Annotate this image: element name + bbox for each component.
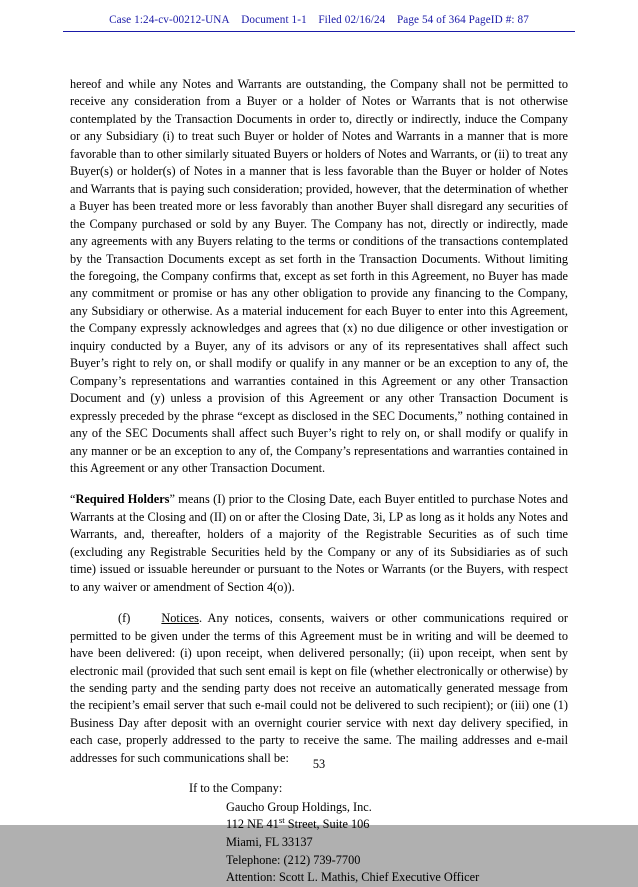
header-document-number: Document 1-1 — [241, 14, 307, 26]
address-street-ordinal: st — [278, 815, 285, 826]
company-address-block — [70, 780, 568, 887]
header-filed-date: Filed 02/16/24 — [318, 14, 386, 26]
paragraph-notices-text: . Any notices, consents, waivers or other communications required or permitted to be given under the terms of this Agreement must be in writing and will be deemed to have been delivered: (i) upon receipt, when delivered personally; (ii) upon receipt, when sent by electronic mail (provided that such sent email is kept on file (whether electronically or otherwise) by the sending party and the sending party does not receive an automatically generated message from the recipient’s email server that such e-mail could not be delivered to such recipient); or (iii) one (1) Business Day after deposit with an overnight courier service with next day delivery specified, in each case, properly addressed to the party to receive the same. The mailing addresses and e-mail addresses for such communications shall be: — [70, 611, 569, 765]
header-case-number: Case 1:24-cv-00212-UNA — [109, 14, 230, 26]
header-page-id: Page 54 of 364 PageID #: 87 — [396, 14, 529, 26]
address-lines — [189, 799, 568, 887]
address-lead-label: If to the Company: — [189, 781, 283, 796]
page-number: 53 — [312, 757, 326, 771]
address-line-street — [226, 816, 568, 834]
section-heading-notices: Notices — [161, 611, 199, 626]
section-marker-f: (f) — [118, 611, 131, 626]
paragraph-notices — [70, 610, 568, 767]
defined-term-required-holders: Required Holders — [75, 492, 170, 507]
address-street-number: 112 NE 41 — [226, 817, 279, 832]
address-line-telephone: Telephone: (212) 739-7700 — [226, 852, 361, 867]
address-line-company: Gaucho Group Holdings, Inc. — [226, 799, 372, 814]
quote-open: “ — [70, 492, 76, 507]
address-line-attention: Attention: Scott L. Mathis, Chief Executive Officer — [226, 870, 480, 885]
paragraph-required-holders — [70, 491, 568, 596]
court-filing-header — [0, 14, 638, 26]
address-street-rest: Street, Suite 106 — [284, 817, 370, 832]
address-line-city: Miami, FL 33137 — [226, 835, 313, 849]
paragraph-required-holders-text: ” means (I) prior to the Closing Date, each Buyer entitled to purchase Notes and Warrants at the Closing and (II) on or after the Closing Date, 3i, LP as long as it holds any Notes and Warrants, and, thereafter, holders of a majority of the Registrable Securities as of such time (excluding any Registrable Securities held by the Company or any of its Subsidiaries as of such time) issued or issuable hereunder or pursuant to the Notes or Warrants (or the Buyers, with respect to any waiver or amendment of Section 4(o)). — [70, 492, 568, 594]
paragraph-continuation: hereof and while any Notes and Warrants are outstanding, the Company shall not be permitted to receive any consideration from a Buyer or a holder of Notes or Warrants that is not otherwise contemplated by the Transaction Documents in order to, directly or indirectly, induce the Company or any Subsidiary (i) to treat such Buyer or holder of Notes and Warrants in a manner that is more favorable than to other similarly situated Buyers or holders of Notes and Warrants, or (ii) to treat any Buyer(s) or holder(s) of Notes in a manner that is less favorable than the Buyer or holder of Notes and Warrants that is paying such consideration; provided, however, that the determination of whether a Buyer has been treated more or less favorably than another Buyer shall disregard any securities of the Company purchased or sold by any Buyer. The Company has not, directly or indirectly, made any agreements with any Buyers relating to the terms or conditions of the transactions contemplated by the Transaction Documents except as set forth in the Transaction Documents. Without limiting the foregoing, the Company confirms that, except as set forth in this Agreement, no Buyer has made any commitment or promise or has any other obligation to provide any financing to the Company, any Subsidiary or otherwise. As a material inducement for each Buyer to enter into this Agreement, the Company expressly acknowledges and agrees that (x) no due diligence or other investigation or inquiry conducted by a Buyer, any of its advisors or any of its representatives shall affect such Buyer’s right to rely on, or shall modify or qualify in any manner or be an exception to any of, the Company’s representations and warranties contained in this Agreement or any other Transaction Document and (y) unless a provision of this Agreement or any other Transaction Document is expressly preceded by the phrase “except as disclosed in the SEC Documents,” nothing contained in any of the SEC Documents shall affect such Buyer’s right to rely on, or shall modify or qualify in any manner or be an exception to any of, the Company’s representations and warranties contained in this Agreement or any other Transaction Document. — [70, 77, 568, 475]
header-divider — [63, 31, 575, 32]
